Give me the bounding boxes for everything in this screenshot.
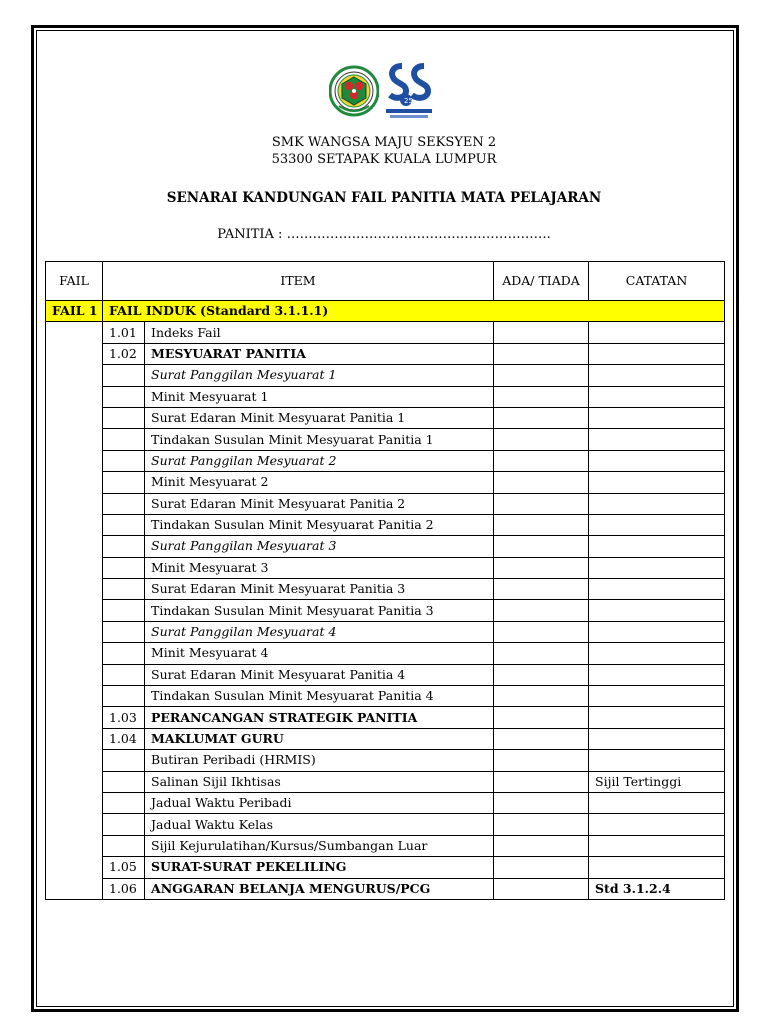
ss-emblem-logo	[384, 60, 434, 122]
catatan-cell	[589, 664, 725, 685]
table-row	[46, 814, 725, 835]
item-text: Minit Mesyuarat 2	[145, 472, 494, 493]
table-header-row	[46, 262, 725, 301]
contents-table	[45, 261, 725, 900]
ada-tiada-cell	[494, 514, 589, 535]
catatan-cell	[589, 814, 725, 835]
table-row	[46, 472, 725, 493]
catatan-cell	[589, 857, 725, 878]
ada-tiada-cell	[494, 600, 589, 621]
item-number	[103, 472, 145, 493]
item-number	[103, 600, 145, 621]
table-row	[46, 514, 725, 535]
table-row	[46, 728, 725, 749]
ada-tiada-cell	[494, 707, 589, 728]
catatan-cell	[589, 514, 725, 535]
item-text: Surat Edaran Minit Mesyuarat Panitia 2	[145, 493, 494, 514]
item-number: 1.01	[103, 322, 145, 343]
ada-tiada-cell	[494, 814, 589, 835]
catatan-cell	[589, 493, 725, 514]
item-text: Surat Edaran Minit Mesyuarat Panitia 3	[145, 579, 494, 600]
item-number	[103, 429, 145, 450]
table-row	[46, 857, 725, 878]
item-number: 1.05	[103, 857, 145, 878]
catatan-cell	[589, 579, 725, 600]
ada-tiada-cell	[494, 472, 589, 493]
ada-tiada-cell	[494, 536, 589, 557]
table-row	[46, 557, 725, 578]
item-number	[103, 579, 145, 600]
catatan-cell	[589, 600, 725, 621]
ada-tiada-cell	[494, 792, 589, 813]
item-number	[103, 557, 145, 578]
fail-row	[46, 301, 725, 322]
ada-tiada-cell	[494, 365, 589, 386]
item-text: Sijil Kejurulatihan/Kursus/Sumbangan Luar	[145, 835, 494, 856]
ada-tiada-cell	[494, 643, 589, 664]
catatan-cell	[589, 343, 725, 364]
panitia-field: PANITIA : …………………………………………………….	[217, 227, 551, 242]
item-text: Tindakan Susulan Minit Mesyuarat Panitia 4	[145, 686, 494, 707]
ada-tiada-cell	[494, 857, 589, 878]
catatan-cell	[589, 750, 725, 771]
item-number	[103, 643, 145, 664]
table-row	[46, 750, 725, 771]
catatan-cell	[589, 728, 725, 749]
item-number	[103, 365, 145, 386]
ada-tiada-cell	[494, 664, 589, 685]
ada-tiada-cell	[494, 429, 589, 450]
item-text: Tindakan Susulan Minit Mesyuarat Panitia 1	[145, 429, 494, 450]
table-row	[46, 878, 725, 899]
header-catatan: CATATAN	[589, 262, 725, 301]
ada-tiada-cell	[494, 686, 589, 707]
item-text: Surat Edaran Minit Mesyuarat Panitia 1	[145, 407, 494, 428]
item-text: Salinan Sijil Ikhtisas	[145, 771, 494, 792]
item-number: 1.06	[103, 878, 145, 899]
item-text: ANGGARAN BELANJA MENGURUS/PCG	[145, 878, 494, 899]
svg-text:25: 25	[404, 97, 413, 105]
table-row	[46, 429, 725, 450]
item-number	[103, 407, 145, 428]
fail-code: FAIL 1	[46, 301, 103, 322]
table-row	[46, 322, 725, 343]
ada-tiada-cell	[494, 621, 589, 642]
table-row	[46, 643, 725, 664]
item-number	[103, 771, 145, 792]
table-row	[46, 386, 725, 407]
table-row	[46, 536, 725, 557]
table-row	[46, 600, 725, 621]
item-text: PERANCANGAN STRATEGIK PANITIA	[145, 707, 494, 728]
item-text: Indeks Fail	[145, 322, 494, 343]
item-text: Minit Mesyuarat 4	[145, 643, 494, 664]
table-row	[46, 579, 725, 600]
ada-tiada-cell	[494, 322, 589, 343]
ada-tiada-cell	[494, 557, 589, 578]
item-text: MAKLUMAT GURU	[145, 728, 494, 749]
table-row	[46, 343, 725, 364]
item-number: 1.03	[103, 707, 145, 728]
catatan-cell	[589, 835, 725, 856]
ada-tiada-cell	[494, 771, 589, 792]
item-number	[103, 664, 145, 685]
item-text: Minit Mesyuarat 1	[145, 386, 494, 407]
ada-tiada-cell	[494, 878, 589, 899]
catatan-cell	[589, 557, 725, 578]
item-number	[103, 835, 145, 856]
item-number	[103, 386, 145, 407]
table-row	[46, 792, 725, 813]
item-text: Jadual Waktu Kelas	[145, 814, 494, 835]
item-text: Surat Edaran Minit Mesyuarat Panitia 4	[145, 664, 494, 685]
logo-group	[329, 60, 439, 122]
table-row	[46, 686, 725, 707]
catatan-cell	[589, 707, 725, 728]
item-text: SURAT-SURAT PEKELILING	[145, 857, 494, 878]
item-text: Tindakan Susulan Minit Mesyuarat Panitia 2	[145, 514, 494, 535]
catatan-cell	[589, 365, 725, 386]
item-text: Minit Mesyuarat 3	[145, 557, 494, 578]
catatan-cell	[589, 407, 725, 428]
school-name: SMK WANGSA MAJU SEKSYEN 2	[271, 135, 497, 150]
item-number	[103, 792, 145, 813]
item-text: MESYUARAT PANITIA	[145, 343, 494, 364]
ada-tiada-cell	[494, 750, 589, 771]
item-number	[103, 686, 145, 707]
item-text: Surat Panggilan Mesyuarat 2	[145, 450, 494, 471]
item-text: Jadual Waktu Peribadi	[145, 792, 494, 813]
catatan-cell	[589, 686, 725, 707]
item-number	[103, 750, 145, 771]
ada-tiada-cell	[494, 579, 589, 600]
catatan-cell	[589, 429, 725, 450]
ada-tiada-cell	[494, 835, 589, 856]
item-number	[103, 450, 145, 471]
table-row	[46, 835, 725, 856]
catatan-cell	[589, 322, 725, 343]
table-row	[46, 664, 725, 685]
ada-tiada-cell	[494, 493, 589, 514]
table-row	[46, 365, 725, 386]
ada-tiada-cell	[494, 450, 589, 471]
table-row	[46, 407, 725, 428]
item-text: Tindakan Susulan Minit Mesyuarat Panitia 3	[145, 600, 494, 621]
ada-tiada-cell	[494, 343, 589, 364]
table-row	[46, 771, 725, 792]
item-text: Surat Panggilan Mesyuarat 3	[145, 536, 494, 557]
item-text: Butiran Peribadi (HRMIS)	[145, 750, 494, 771]
item-number	[103, 621, 145, 642]
ada-tiada-cell	[494, 386, 589, 407]
school-address: 53300 SETAPAK KUALA LUMPUR	[271, 152, 497, 167]
item-text: Surat Panggilan Mesyuarat 1	[145, 365, 494, 386]
item-number	[103, 536, 145, 557]
catatan-cell	[589, 536, 725, 557]
catatan-cell: Std 3.1.2.4	[589, 878, 725, 899]
document-title: SENARAI KANDUNGAN FAIL PANITIA MATA PELAJARAN	[166, 190, 602, 206]
table-row	[46, 493, 725, 514]
fail-title: FAIL INDUK (Standard 3.1.1.1)	[103, 301, 725, 322]
catatan-cell	[589, 792, 725, 813]
header-ada-tiada: ADA/ TIADA	[494, 262, 589, 301]
table-row	[46, 707, 725, 728]
item-number	[103, 814, 145, 835]
item-text: Surat Panggilan Mesyuarat 4	[145, 621, 494, 642]
catatan-cell	[589, 621, 725, 642]
item-number: 1.04	[103, 728, 145, 749]
catatan-cell: Sijil Tertinggi	[589, 771, 725, 792]
item-number	[103, 514, 145, 535]
fail-column-cell	[46, 322, 103, 900]
table-row	[46, 621, 725, 642]
item-number: 1.02	[103, 343, 145, 364]
table-row	[46, 450, 725, 471]
catatan-cell	[589, 643, 725, 664]
header-item: ITEM	[103, 262, 494, 301]
header-fail: FAIL	[46, 262, 103, 301]
catatan-cell	[589, 450, 725, 471]
ada-tiada-cell	[494, 728, 589, 749]
ada-tiada-cell	[494, 407, 589, 428]
catatan-cell	[589, 472, 725, 493]
school-crest-logo	[329, 62, 379, 120]
item-number	[103, 493, 145, 514]
catatan-cell	[589, 386, 725, 407]
